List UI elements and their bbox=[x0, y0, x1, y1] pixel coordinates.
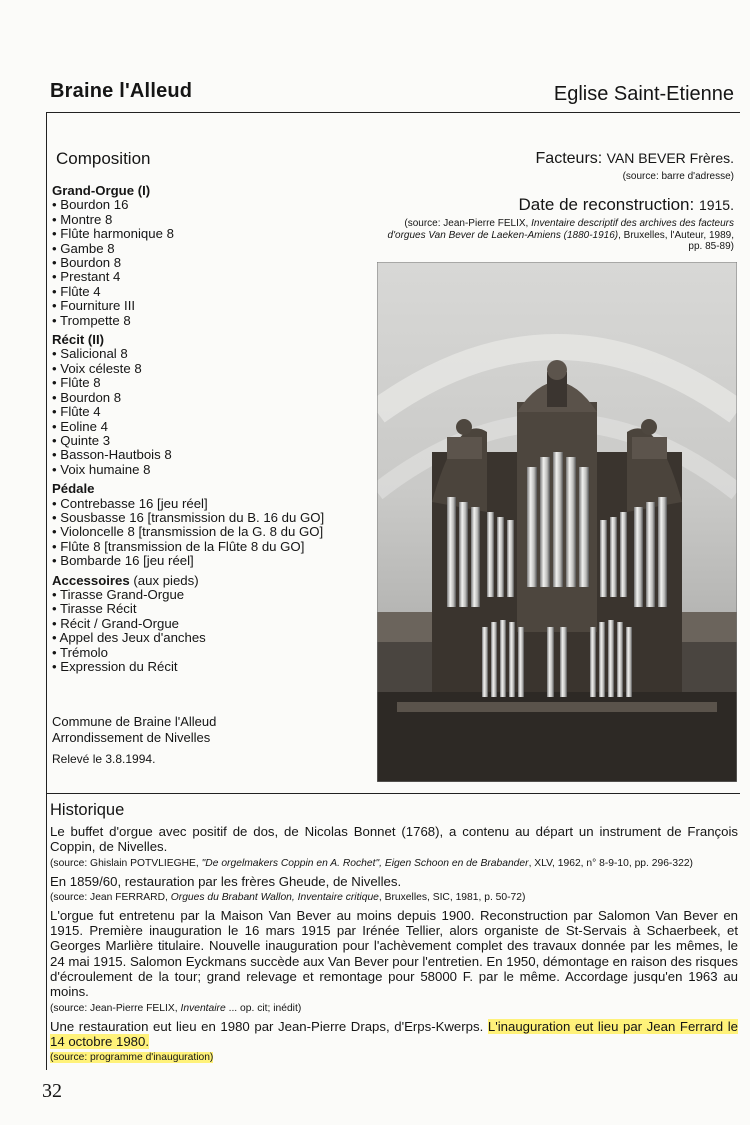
church-name: Eglise Saint-Etienne bbox=[553, 83, 734, 105]
history-source bbox=[50, 858, 738, 870]
stop-item: • Tirasse Récit bbox=[52, 601, 137, 617]
stop-item: • Voix céleste 8 bbox=[52, 360, 142, 376]
stop-section-accessoires bbox=[52, 574, 382, 675]
highlighted-text: L'inauguration eut lieu par Jean Ferrard le 14 octobre 1980. bbox=[50, 1018, 738, 1049]
section-title: Récit (II) bbox=[52, 332, 105, 348]
builders-label: Facteurs: bbox=[535, 150, 607, 167]
source-text: (source: Jean-Pierre FELIX, bbox=[404, 218, 532, 229]
historique-title: Historique bbox=[50, 801, 125, 819]
stop-item: • Flûte harmonique 8 bbox=[52, 226, 174, 242]
stop-item: • Tirasse Grand-Orgue bbox=[52, 586, 185, 602]
composition-title: Composition bbox=[56, 149, 151, 168]
stop-item: • Expression du Récit bbox=[52, 659, 178, 674]
history-text: Une restauration eut lieu en 1980 par Jean-Pierre Draps, d'Erps-Kwerps. bbox=[50, 1018, 488, 1034]
section-title: Pédale bbox=[52, 481, 95, 497]
highlighted-source: (source: programme d'inauguration) bbox=[50, 1052, 214, 1064]
source-text: (source: Ghislain POTVLIEGHE, bbox=[50, 857, 202, 869]
section-title-suffix: (aux pieds) bbox=[129, 572, 199, 588]
stop-item: • Trémolo bbox=[52, 644, 108, 660]
survey-date: Relevé le 3.8.1994. bbox=[52, 752, 156, 766]
history-source bbox=[50, 892, 738, 904]
source-title: Orgues du Brabant Wallon, Inventaire critique bbox=[170, 891, 379, 903]
stop-item: • Quinte 3 bbox=[52, 432, 111, 448]
stop-item: • Flûte 8 [transmission de la Flûte 8 du GO] bbox=[52, 538, 305, 554]
builders-line bbox=[536, 150, 734, 168]
stop-section-recit bbox=[52, 333, 382, 477]
stop-item: • Fourniture III bbox=[52, 298, 136, 314]
historique-body bbox=[50, 824, 738, 1068]
stop-item: • Gambe 8 bbox=[52, 240, 115, 256]
stop-item: • Bombarde 16 [jeu réel] bbox=[52, 553, 194, 569]
stop-item: • Montre 8 bbox=[52, 211, 113, 227]
history-paragraph: En 1859/60, restauration par les frères Gheude, de Nivelles. bbox=[50, 873, 402, 889]
history-paragraph: L'orgue fut entretenu par la Maison Van Bever au moins depuis 1900. Reconstruction par Salomon Van Bever en 1915. Première inauguration le 16 mars 1915 par Irénée Tellier, alors organiste de St-Servais à Schaerbeek, et Georges Marlière titulaire. Nouvelle inauguration pour l'achèvement complet des travaux donnée par les mêmes, le 24 mai 1915. Salomon Eyckmans succède aux Van Bever pour l'entretien. En 1950, démontage en raison des risques d'écroulement de la tour; grand relevage et remontage pour 58000 F. par le même. Accordage jusqu'en 1963 au moins. bbox=[50, 907, 738, 1000]
reconstruction-value: 1915. bbox=[698, 197, 734, 213]
stop-item: • Sousbasse 16 [transmission du B. 16 du GO] bbox=[52, 509, 325, 525]
stop-section-pedale bbox=[52, 482, 382, 568]
history-paragraph bbox=[50, 1019, 738, 1050]
location-info bbox=[52, 714, 216, 746]
stop-item: • Voix humaine 8 bbox=[52, 461, 151, 477]
source-text: , XLV, 1962, n° 8-9-10, pp. 296-322) bbox=[528, 857, 693, 869]
stop-item: • Flûte 8 bbox=[52, 375, 101, 391]
source-text: , Bruxelles, SIC, 1981, p. 50-72) bbox=[378, 891, 526, 903]
history-source bbox=[50, 1052, 738, 1064]
source-title: Inventaire descriptif des archives des facteurs d'orgues Van Bever de Laeken-Amiens (1880-1916) bbox=[387, 218, 734, 241]
place-name: Braine l'Alleud bbox=[50, 80, 193, 102]
stop-item: • Bourdon 8 bbox=[52, 255, 122, 271]
stop-item: • Prestant 4 bbox=[52, 269, 121, 285]
stop-item: • Flûte 4 bbox=[52, 404, 101, 420]
stop-section-grand-orgue bbox=[52, 184, 382, 328]
source-title: Inventaire bbox=[180, 1002, 226, 1014]
stop-list bbox=[52, 184, 382, 679]
organ-photo bbox=[377, 262, 737, 782]
stop-item: • Contrebasse 16 [jeu réel] bbox=[52, 495, 208, 511]
stop-item: • Bourdon 16 bbox=[52, 197, 129, 213]
stop-item: • Flûte 4 bbox=[52, 283, 101, 299]
source-title: "De orgelmakers Coppin en A. Rochet", Eigen Schoon en de Brabander bbox=[201, 857, 529, 869]
stop-item: • Violoncelle 8 [transmission de la G. 8 du GO] bbox=[52, 524, 324, 540]
stop-item: • Appel des Jeux d'anches bbox=[52, 630, 206, 646]
source-text: ... op. cit; inédit) bbox=[225, 1002, 302, 1014]
section-title: Accessoires bbox=[52, 572, 130, 588]
source-text: (source: Jean-Pierre FELIX, bbox=[50, 1002, 181, 1014]
source-text: , Bruxelles, l'Auteur, 1989, pp. 85-89) bbox=[618, 229, 734, 252]
builders-source: (source: barre d'adresse) bbox=[622, 171, 734, 182]
history-source bbox=[50, 1003, 738, 1015]
reconstruction-label: Date de reconstruction: bbox=[518, 195, 699, 214]
stop-item: • Trompette 8 bbox=[52, 312, 131, 328]
builders-value: VAN BEVER Frères. bbox=[606, 150, 734, 166]
section-divider bbox=[46, 793, 740, 794]
stop-item: • Eoline 4 bbox=[52, 418, 108, 434]
section-title: Grand-Orgue (I) bbox=[52, 183, 151, 198]
source-text: (source: Jean FERRARD, bbox=[50, 891, 171, 903]
stop-item: • Bourdon 8 bbox=[52, 389, 122, 405]
stop-item: • Salicional 8 bbox=[52, 346, 128, 362]
reconstruction-source bbox=[374, 218, 734, 253]
history-paragraph: Le buffet d'orgue avec positif de dos, de Nicolas Bonnet (1768), a contenu au départ un instrument de François Coppin, de Nivelles. bbox=[50, 824, 738, 855]
page-number: 32 bbox=[42, 1080, 62, 1102]
commune: Commune de Braine l'Alleud bbox=[52, 714, 217, 729]
stop-item: • Récit / Grand-Orgue bbox=[52, 615, 180, 631]
stop-item: • Basson-Hautbois 8 bbox=[52, 447, 172, 463]
reconstruction-line bbox=[518, 195, 734, 215]
arrondissement: Arrondissement de Nivelles bbox=[52, 730, 211, 745]
